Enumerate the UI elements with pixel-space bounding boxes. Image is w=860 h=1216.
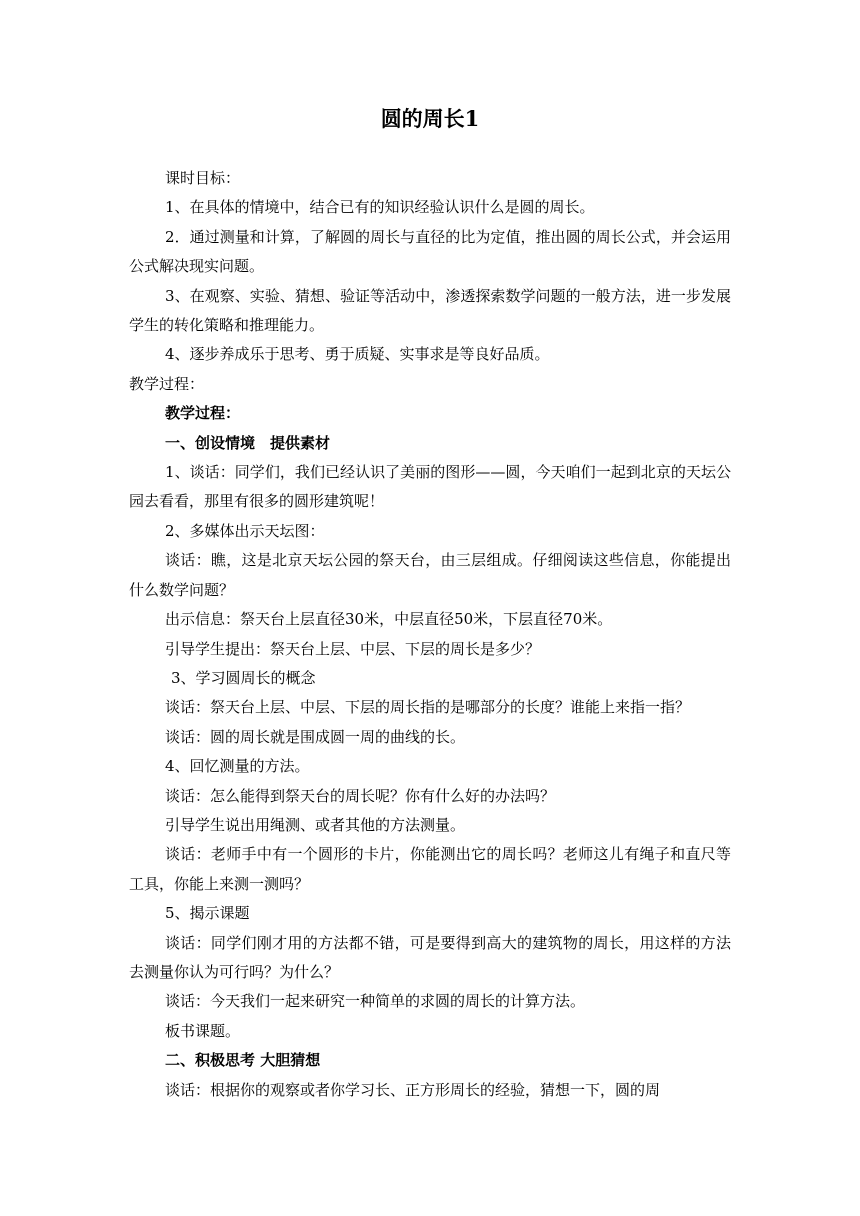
paragraph: 2、多媒体出示天坛图：	[165, 521, 325, 540]
paragraph: 谈话：老师手中有一个圆形的卡片，你能测出它的周长吗？老师这儿有绳子和直尺等工具，你能上来测一测吗？	[129, 845, 731, 893]
document-body	[129, 164, 731, 1105]
paragraph: 教学过程：	[129, 374, 205, 393]
paragraph: 3、学习圆周长的概念	[171, 668, 316, 687]
paragraph: 3、在观察、实验、猜想、验证等活动中，渗透探索数学问题的一般方法，进一步发展学生的转化策略和推理能力。	[129, 286, 731, 335]
paragraph: 谈话：今天我们一起来研究一种简单的求圆的周长的计算方法。	[165, 992, 586, 1011]
paragraph: 4、逐步养成乐于思考、勇于质疑、实事求是等良好品质。	[165, 345, 550, 364]
paragraph: 谈话：圆的周长就是围成圆一周的曲线的长。	[165, 727, 466, 746]
paragraph: 引导学生提出：祭天台上层、中层、下层的周长是多少？	[165, 639, 541, 658]
paragraph: 5、揭示课题	[165, 904, 250, 923]
paragraph: 1、谈话：同学们，我们已经认识了美丽的图形——圆，今天咱们一起到北京的天坛公园去看看，那里有很多的圆形建筑呢！	[129, 463, 731, 511]
paragraph: 课时目标：	[165, 169, 241, 187]
paragraph: 谈话：祭天台上层、中层、下层的周长指的是哪部分的长度？谁能上来指一指？	[165, 698, 691, 717]
section-heading: 教学过程：	[165, 404, 241, 423]
paragraph: 谈话：根据你的观察或者你学习长、正方形周长的经验，猜想一下，圆的周	[165, 1080, 661, 1099]
paragraph: 谈话：怎么能得到祭天台的周长呢？你有什么好的办法吗？	[165, 786, 556, 805]
paragraph: 4、回忆测量的方法。	[165, 757, 310, 776]
section-heading: 一、创设情境 提供素材	[165, 433, 331, 452]
paragraph: 出示信息：祭天台上层直径30米，中层直径50米，下层直径70米。	[165, 610, 613, 629]
paragraph: 谈话：瞧，这是北京天坛公园的祭天台，由三层组成。仔细阅读这些信息，你能提出什么数学问题？	[129, 551, 731, 599]
paragraph: 板书课题。	[165, 1021, 241, 1040]
section-heading: 二、积极思考 大胆猜想	[165, 1051, 321, 1070]
paragraph: 1、在具体的情境中，结合已有的知识经验认识什么是圆的周长。	[165, 198, 595, 217]
paragraph: 引导学生说出用绳测、或者其他的方法测量。	[165, 815, 466, 834]
paragraph: 谈话：同学们刚才用的方法都不错，可是要得到高大的建筑物的周长，用这样的方法去测量你认为可行吗？为什么？	[129, 933, 731, 981]
paragraph: 2．通过测量和计算，了解圆的周长与直径的比为定值，推出圆的周长公式，并会运用公式解决现实问题。	[129, 227, 731, 276]
document-title: 圆的周长1	[380, 106, 480, 131]
